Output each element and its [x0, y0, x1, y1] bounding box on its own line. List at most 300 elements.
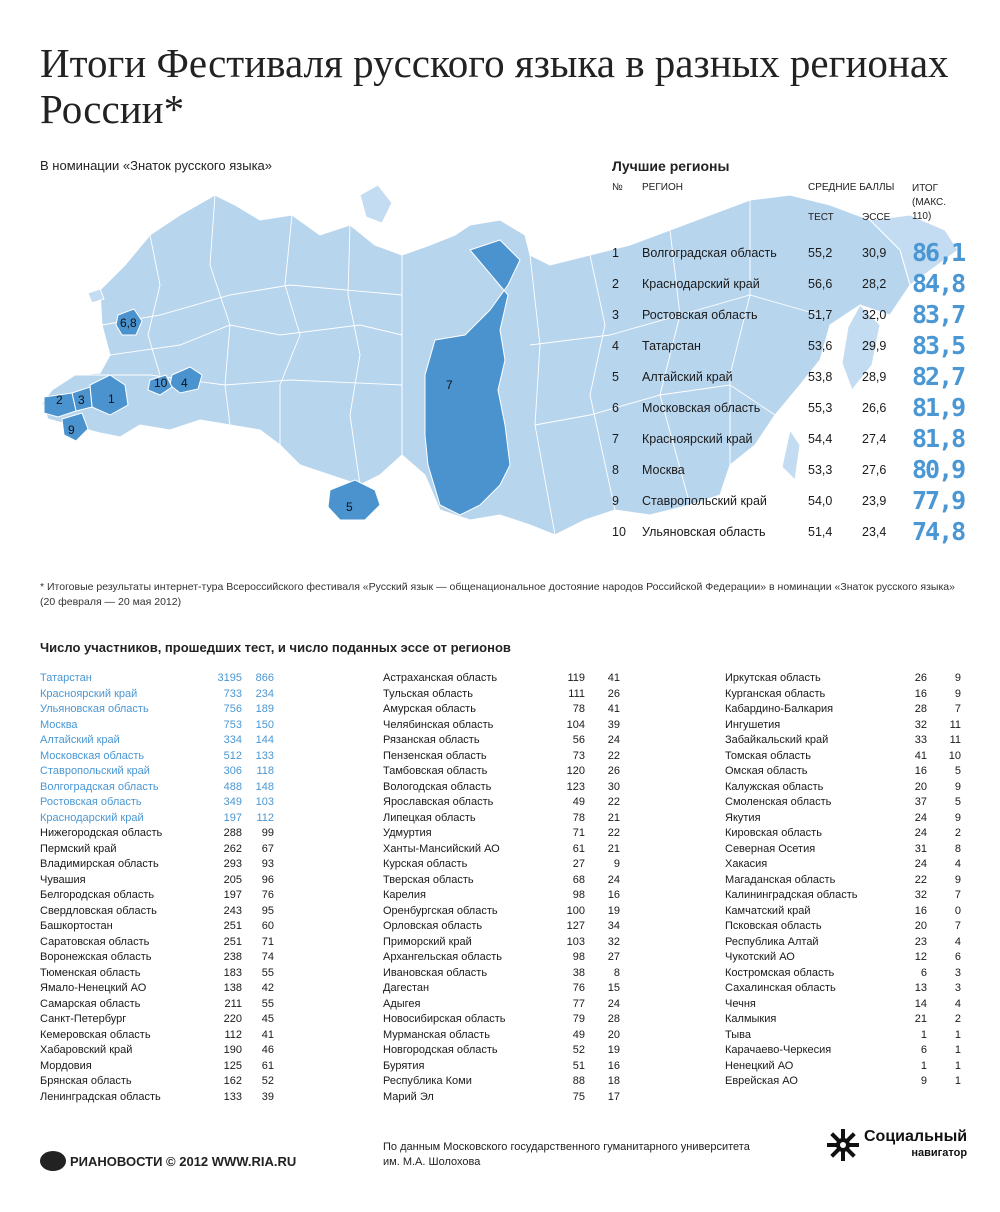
participants-essays: 133	[255, 749, 274, 762]
participants-tests: 104	[566, 718, 585, 731]
participants-region: Саратовская область	[40, 935, 150, 948]
map-label-3: 3	[78, 393, 85, 407]
participants-region: Забайкальский край	[725, 734, 829, 746]
participants-row	[40, 672, 280, 688]
participants-tests: 123	[566, 780, 585, 793]
participants-row	[383, 1075, 623, 1091]
participants-row	[725, 796, 965, 812]
participants-tests: 77	[572, 997, 585, 1010]
participants-essays: 39	[607, 718, 620, 731]
map-subtitle: В номинации «Знаток русского языка»	[40, 158, 273, 173]
participants-essays: 15	[607, 982, 620, 994]
participants-row	[40, 765, 280, 781]
participants-row	[40, 796, 280, 812]
participants-essays: 96	[261, 873, 274, 886]
participants-tests: 3195	[217, 672, 242, 684]
participants-essays: 9	[954, 780, 961, 793]
participants-region: Краснодарский край	[40, 811, 144, 824]
participants-essays: 21	[607, 842, 620, 855]
participants-region: Чукотский АО	[725, 951, 795, 963]
participants-row	[725, 750, 965, 766]
footnote: * Итоговые результаты интернет-тура Всероссийского фестиваля «Русский язык — общенациональное достояние народов Российской Федерации» в номинации «Знаток русского языка» (20 февраля — 20 мая 2012)	[40, 581, 955, 608]
participants-row	[40, 734, 280, 750]
nav-logo-line-1: Социальный	[864, 1128, 968, 1145]
participants-tests: 1	[920, 1028, 927, 1041]
participants-region: Пензенская область	[383, 749, 487, 762]
top-region-num: 7	[612, 432, 619, 446]
participants-region: Московская область	[40, 749, 145, 762]
participants-region: Новосибирская область	[383, 1013, 506, 1025]
participants-essays: 9	[954, 811, 961, 824]
participants-essays: 60	[261, 920, 274, 932]
participants-essays: 28	[607, 1013, 620, 1025]
participants-tests: 488	[223, 780, 242, 793]
participants-row	[40, 1029, 280, 1045]
participants-row	[383, 750, 623, 766]
participants-region: Кировская область	[725, 827, 822, 839]
top-region-test: 51,4	[808, 525, 833, 539]
participants-region: Костромская область	[725, 966, 835, 979]
participants-essays: 2	[954, 827, 961, 839]
participants-row	[383, 951, 623, 967]
participants-tests: 100	[566, 904, 585, 917]
participants-region: Нижегородская область	[40, 827, 163, 839]
top-region-num: 4	[612, 339, 619, 353]
participants-title: Число участников, прошедших тест, и число поданных эссе от регионов	[40, 640, 511, 655]
participants-row	[40, 998, 280, 1014]
participants-region: Чечня	[725, 997, 756, 1010]
participants-row	[725, 858, 965, 874]
participants-essays: 95	[261, 904, 274, 917]
participants-region: Курганская область	[725, 687, 826, 700]
participants-tests: 238	[223, 951, 242, 963]
participants-essays: 32	[607, 935, 620, 948]
participants-row	[383, 858, 623, 874]
participants-tests: 127	[566, 920, 585, 932]
participants-row	[725, 781, 965, 797]
participants-region: Якутия	[725, 811, 761, 824]
participants-tests: 112	[224, 1028, 242, 1041]
top-region-num: 3	[612, 308, 619, 322]
participants-row	[383, 765, 623, 781]
participants-tests: 6	[920, 966, 927, 979]
participants-tests: 33	[914, 734, 927, 746]
top-region-row	[612, 455, 964, 486]
participants-row	[40, 936, 280, 952]
participants-tests: 79	[572, 1013, 585, 1025]
participants-row	[725, 951, 965, 967]
participants-tests: 756	[223, 703, 242, 715]
participants-tests: 211	[224, 997, 242, 1010]
top-region-test: 55,3	[808, 401, 833, 415]
top-region-essay: 23,4	[862, 525, 887, 539]
header-essay: ЭССЕ	[862, 212, 891, 223]
participants-column-1	[40, 672, 280, 1106]
participants-tests: 293	[223, 858, 242, 870]
top-region-num: 2	[612, 277, 619, 291]
participants-tests: 1	[920, 1059, 927, 1072]
participants-tests: 98	[572, 951, 585, 963]
participants-essays: 9	[954, 672, 961, 684]
participants-essays: 42	[261, 982, 274, 994]
top-region-total: 80,9	[912, 455, 965, 484]
participants-essays: 24	[607, 997, 620, 1010]
participants-region: Иркутская область	[725, 672, 821, 684]
top-region-name: Ульяновская область	[642, 525, 766, 539]
top-region-row	[612, 362, 964, 393]
participants-row	[725, 688, 965, 704]
participants-row	[725, 1029, 965, 1045]
participants-row	[383, 688, 623, 704]
participants-tests: 6	[920, 1044, 927, 1056]
participants-essays: 34	[607, 920, 620, 932]
participants-row	[383, 905, 623, 921]
top-region-total: 81,9	[912, 393, 965, 422]
map-region-west	[42, 195, 402, 485]
participants-essays: 16	[607, 1059, 620, 1072]
top-region-total: 82,7	[912, 362, 965, 391]
header-region: РЕГИОН	[642, 182, 683, 193]
top-region-test: 56,6	[808, 277, 833, 291]
participants-row	[40, 874, 280, 890]
top-region-name: Татарстан	[642, 339, 701, 353]
participants-tests: 78	[572, 703, 585, 715]
participants-region: Тыва	[725, 1028, 751, 1041]
top-region-test: 55,2	[808, 246, 833, 260]
participants-row	[40, 967, 280, 983]
participants-essays: 24	[607, 734, 620, 746]
top-region-test: 54,0	[808, 494, 833, 508]
participants-tests: 138	[223, 982, 242, 994]
participants-row	[383, 1029, 623, 1045]
participants-tests: 24	[914, 811, 927, 824]
participants-essays: 52	[261, 1075, 274, 1087]
participants-row	[725, 1044, 965, 1060]
participants-row	[725, 998, 965, 1014]
participants-region: Удмуртия	[383, 827, 432, 839]
participants-region: Ростовская область	[40, 796, 142, 808]
participants-region: Алтайский край	[40, 734, 120, 746]
participants-row	[40, 1091, 280, 1107]
participants-essays: 8	[954, 842, 961, 855]
participants-region: Москва	[40, 718, 78, 731]
header-avg: СРЕДНИЕ БАЛЛЫ	[808, 182, 895, 193]
participants-region: Омская область	[725, 765, 808, 777]
participants-tests: 288	[223, 827, 242, 839]
participants-row	[40, 1013, 280, 1029]
participants-essays: 148	[255, 780, 274, 793]
map-label-1: 1	[108, 392, 115, 406]
participants-tests: 16	[914, 765, 927, 777]
participants-essays: 7	[954, 889, 961, 901]
participants-row	[383, 998, 623, 1014]
top-region-num: 6	[612, 401, 619, 415]
participants-row	[40, 1044, 280, 1060]
participants-region: Республика Алтай	[725, 935, 819, 948]
participants-row	[383, 1091, 623, 1107]
participants-region: Липецкая область	[383, 811, 476, 824]
participants-region: Томская область	[725, 749, 811, 762]
participants-region: Сахалинская область	[725, 982, 836, 994]
participants-region: Тверская область	[383, 873, 474, 886]
map-label-2: 2	[56, 393, 63, 407]
participants-essays: 26	[607, 765, 620, 777]
top-region-name: Ставропольский край	[642, 494, 767, 508]
participants-tests: 21	[914, 1013, 927, 1025]
participants-row	[383, 827, 623, 843]
participants-essays: 4	[954, 997, 961, 1010]
participants-essays: 7	[954, 703, 961, 715]
participants-row	[383, 843, 623, 859]
participants-region: Дагестан	[383, 982, 430, 994]
top-region-name: Волгоградская область	[642, 246, 777, 260]
ria-logo	[40, 1150, 296, 1172]
participants-tests: 61	[572, 842, 585, 855]
participants-region: Орловская область	[383, 920, 483, 932]
participants-region: Ярославская область	[383, 796, 494, 808]
participants-region: Самарская область	[40, 997, 141, 1010]
map-label-7: 7	[446, 378, 453, 392]
header-test: ТЕСТ	[808, 212, 834, 223]
participants-tests: 31	[914, 842, 927, 855]
participants-row	[40, 889, 280, 905]
participants-region: Карачаево-Черкесия	[725, 1044, 832, 1056]
participants-essays: 55	[261, 966, 274, 979]
participants-tests: 24	[914, 827, 927, 839]
participants-row	[383, 703, 623, 719]
participants-essays: 0	[954, 904, 961, 917]
participants-essays: 21	[607, 811, 620, 824]
participants-row	[383, 812, 623, 828]
participants-tests: 251	[223, 935, 242, 948]
participants-region: Псковская область	[725, 920, 822, 932]
participants-essays: 112	[256, 811, 274, 824]
participants-region: Магаданская область	[725, 873, 836, 886]
participants-row	[383, 796, 623, 812]
participants-tests: 205	[223, 873, 242, 886]
top-region-num: 1	[612, 246, 619, 260]
participants-essays: 17	[607, 1090, 620, 1103]
participants-essays: 45	[261, 1013, 274, 1025]
top-region-num: 5	[612, 370, 619, 384]
header-total: ИТОГ (МАКС. 110)	[912, 183, 947, 222]
top-region-test: 51,7	[808, 308, 833, 322]
participants-essays: 10	[948, 749, 961, 762]
nav-logo-line-2: навигатор	[911, 1147, 968, 1159]
ria-logo-text: РИАНОВОСТИ © 2012 WWW.RIA.RU	[70, 1153, 297, 1169]
participants-row	[383, 719, 623, 735]
participants-region: Ингушетия	[725, 718, 781, 731]
top-region-name: Краснодарский край	[642, 277, 760, 291]
participants-region: Рязанская область	[383, 734, 480, 746]
participants-region: Архангельская область	[383, 951, 502, 963]
participants-region: Новгородская область	[383, 1044, 498, 1056]
top-region-row	[612, 517, 964, 548]
participants-row	[725, 889, 965, 905]
top-regions-panel	[612, 158, 964, 548]
participants-essays: 4	[954, 935, 961, 948]
participants-essays: 3	[954, 982, 961, 994]
participants-region: Мордовия	[40, 1059, 92, 1072]
participants-region: Воронежская область	[40, 951, 152, 963]
participants-tests: 41	[914, 749, 927, 762]
participants-essays: 1	[954, 1028, 961, 1041]
participants-row	[725, 827, 965, 843]
participants-essays: 5	[954, 765, 961, 777]
participants-tests: 20	[914, 920, 927, 932]
participants-essays: 41	[607, 703, 620, 715]
participants-row	[40, 982, 280, 998]
participants-essays: 150	[255, 718, 274, 731]
top-region-total: 81,8	[912, 424, 965, 453]
participants-tests: 111	[568, 687, 585, 700]
participants-tests: 512	[223, 749, 242, 762]
participants-tests: 306	[223, 765, 242, 777]
participants-region: Республика Коми	[383, 1075, 472, 1087]
participants-essays: 9	[954, 873, 961, 886]
participants-essays: 93	[261, 858, 274, 870]
participants-essays: 189	[255, 703, 274, 715]
top-region-essay: 27,6	[862, 463, 887, 477]
participants-tests: 51	[572, 1059, 585, 1072]
participants-tests: 120	[566, 765, 585, 777]
top-region-num: 8	[612, 463, 619, 477]
participants-tests: 753	[223, 718, 242, 731]
top-region-essay: 27,4	[862, 432, 887, 446]
participants-tests: 26	[914, 672, 927, 684]
participants-region: Тамбовская область	[383, 765, 488, 777]
top-region-row	[612, 393, 964, 424]
top-region-name: Ростовская область	[642, 308, 758, 322]
participants-essays: 19	[607, 1044, 620, 1056]
participants-row	[383, 967, 623, 983]
participants-region: Оренбургская область	[383, 904, 498, 917]
participants-essays: 144	[255, 734, 274, 746]
participants-row	[725, 1075, 965, 1091]
participants-essays: 20	[607, 1028, 620, 1041]
participants-essays: 19	[607, 904, 620, 917]
participants-region: Владимирская область	[40, 858, 159, 870]
participants-row	[383, 672, 623, 688]
participants-tests: 125	[223, 1059, 242, 1072]
participants-row	[725, 734, 965, 750]
participants-region: Волгоградская область	[40, 780, 159, 793]
top-region-row	[612, 269, 964, 300]
participants-row	[725, 982, 965, 998]
participants-tests: 76	[572, 982, 585, 994]
participants-region: Ямало-Ненецкий АО	[40, 982, 147, 994]
top-region-essay: 28,2	[862, 277, 887, 291]
top-region-test: 54,4	[808, 432, 833, 446]
ria-globe-icon	[40, 1151, 66, 1171]
participants-region: Марий Эл	[383, 1090, 434, 1103]
participants-region: Курская область	[383, 858, 468, 870]
participants-region: Белгородская область	[40, 889, 155, 901]
participants-row	[383, 781, 623, 797]
participants-region: Красноярский край	[40, 687, 138, 700]
map-label-4: 4	[181, 376, 188, 390]
social-navigator-star-icon	[826, 1128, 860, 1162]
participants-region: Кемеровская область	[40, 1028, 151, 1041]
participants-row	[40, 843, 280, 859]
map-label-9: 9	[68, 423, 75, 437]
participants-tests: 119	[567, 672, 585, 684]
participants-region: Хакасия	[725, 858, 768, 870]
data-source: По данным Московского государственного гуманитарного университета им. М.А. Шолохова	[383, 1141, 750, 1168]
participants-region: Тульская область	[383, 687, 473, 700]
participants-tests: 75	[572, 1090, 585, 1103]
top-region-test: 53,3	[808, 463, 833, 477]
page-title: Итоги Фестиваля русского языка в разных регионах России*	[40, 40, 949, 132]
participants-essays: 6	[954, 951, 961, 963]
header-num: №	[612, 182, 623, 193]
participants-essays: 46	[261, 1044, 274, 1056]
top-region-essay: 32,0	[862, 308, 887, 322]
participants-region: Ненецкий АО	[725, 1059, 794, 1072]
participants-row	[725, 843, 965, 859]
participants-tests: 243	[223, 904, 242, 917]
participants-essays: 74	[261, 951, 274, 963]
participants-tests: 56	[572, 734, 585, 746]
participants-essays: 27	[607, 951, 620, 963]
participants-essays: 1	[954, 1044, 961, 1056]
top-region-test: 53,8	[808, 370, 833, 384]
participants-essays: 76	[261, 889, 274, 901]
participants-tests: 334	[223, 734, 242, 746]
participants-essays: 1	[954, 1075, 961, 1087]
participants-essays: 9	[613, 858, 620, 870]
participants-essays: 118	[256, 765, 274, 777]
participants-essays: 16	[607, 889, 620, 901]
participants-tests: 133	[223, 1090, 242, 1103]
participants-essays: 67	[261, 842, 274, 855]
participants-tests: 197	[223, 811, 242, 824]
participants-tests: 9	[920, 1075, 927, 1087]
participants-region: Еврейская АО	[725, 1075, 798, 1087]
participants-essays: 8	[613, 966, 620, 979]
participants-column-2	[383, 672, 623, 1106]
participants-tests: 32	[914, 889, 927, 901]
participants-essays: 24	[607, 873, 620, 886]
top-region-essay: 29,9	[862, 339, 887, 353]
participants-essays: 30	[607, 780, 620, 793]
participants-row	[725, 920, 965, 936]
participants-essays: 55	[261, 997, 274, 1010]
participants-region: Северная Осетия	[725, 842, 816, 855]
participants-row	[40, 1075, 280, 1091]
participants-essays: 22	[607, 827, 620, 839]
participants-essays: 11	[949, 734, 961, 746]
participants-row	[40, 905, 280, 921]
participants-row	[383, 889, 623, 905]
participants-region: Калининградская область	[725, 889, 858, 901]
participants-region: Амурская область	[383, 703, 476, 715]
top-region-total: 86,1	[912, 238, 965, 267]
participants-essays: 11	[949, 718, 961, 731]
participants-region: Астраханская область	[383, 672, 498, 684]
participants-row	[725, 1013, 965, 1029]
participants-tests: 162	[223, 1075, 242, 1087]
participants-tests: 220	[223, 1013, 242, 1025]
map-label-6-8: 6,8	[120, 316, 137, 330]
participants-row	[725, 672, 965, 688]
participants-tests: 190	[223, 1044, 242, 1056]
top-region-essay: 23,9	[862, 494, 887, 508]
top-region-total: 77,9	[912, 486, 965, 515]
participants-row	[725, 967, 965, 983]
participants-row	[383, 1013, 623, 1029]
participants-essays: 26	[607, 687, 620, 700]
